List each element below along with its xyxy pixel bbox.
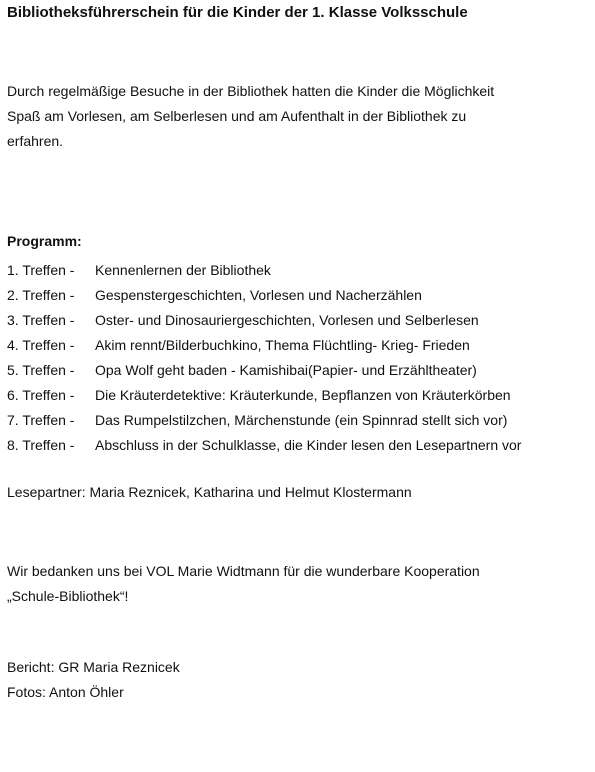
program-item-label: 5. Treffen - [7, 362, 75, 378]
program-item-text: Akim rennt/Bilderbuchkino, Thema Flüchtling- Krieg- Frieden [95, 337, 470, 353]
program-item [7, 408, 521, 433]
program-item-label: 7. Treffen - [7, 412, 75, 428]
intro-line: Spaß am Vorlesen, am Selberlesen und am Aufenthalt in der Bibliothek zu [7, 108, 467, 124]
program-item-label: 3. Treffen - [7, 312, 75, 328]
program-item-text: Gespenstergeschichten, Vorlesen und Nacherzählen [95, 287, 422, 303]
program-item [7, 308, 521, 333]
program-item [7, 333, 521, 358]
program-item-label: 1. Treffen - [7, 262, 75, 278]
program-item-label: 4. Treffen - [7, 337, 75, 353]
intro-line: erfahren. [7, 133, 64, 149]
thanks-line: „Schule-Bibliothek“! [7, 588, 129, 604]
program-item [7, 283, 521, 308]
program-item [7, 383, 521, 408]
program-item [7, 358, 521, 383]
lesepartner-line: Lesepartner: Maria Reznicek, Katharina und Helmut Klostermann [7, 484, 412, 500]
thanks-line: Wir bedanken uns bei VOL Marie Widtmann für die wunderbare Kooperation [7, 563, 480, 579]
program-list [7, 258, 521, 458]
program-item-text: Abschluss in der Schulklasse, die Kinder lesen den Lesepartnern vor [95, 437, 522, 453]
report-credit: Bericht: GR Maria Reznicek [7, 659, 180, 675]
document-title: Bibliotheksführerschein für die Kinder der 1. Klasse Volksschule [7, 4, 468, 21]
program-item-text: Kennenlernen der Bibliothek [95, 262, 271, 278]
program-item-label: 8. Treffen - [7, 437, 75, 453]
program-heading: Programm: [7, 233, 82, 249]
program-item [7, 258, 521, 283]
program-item-text: Das Rumpelstilzchen, Märchenstunde (ein Spinnrad stellt sich vor) [95, 412, 508, 428]
thanks-paragraph [7, 559, 480, 609]
intro-paragraph [7, 79, 592, 154]
program-item [7, 433, 521, 458]
program-item-text: Die Kräuterdetektive: Kräuterkunde, Bepflanzen von Kräuterkörben [95, 387, 511, 403]
photo-credit: Fotos: Anton Öhler [7, 684, 124, 700]
program-item-label: 6. Treffen - [7, 387, 75, 403]
program-item-label: 2. Treffen - [7, 287, 75, 303]
intro-line: Durch regelmäßige Besuche in der Bibliothek hatten die Kinder die Möglichkeit [7, 83, 495, 99]
program-item-text: Oster- und Dinosauriergeschichten, Vorlesen und Selberlesen [95, 312, 479, 328]
program-item-text: Opa Wolf geht baden - Kamishibai(Papier- und Erzähltheater) [95, 362, 477, 378]
